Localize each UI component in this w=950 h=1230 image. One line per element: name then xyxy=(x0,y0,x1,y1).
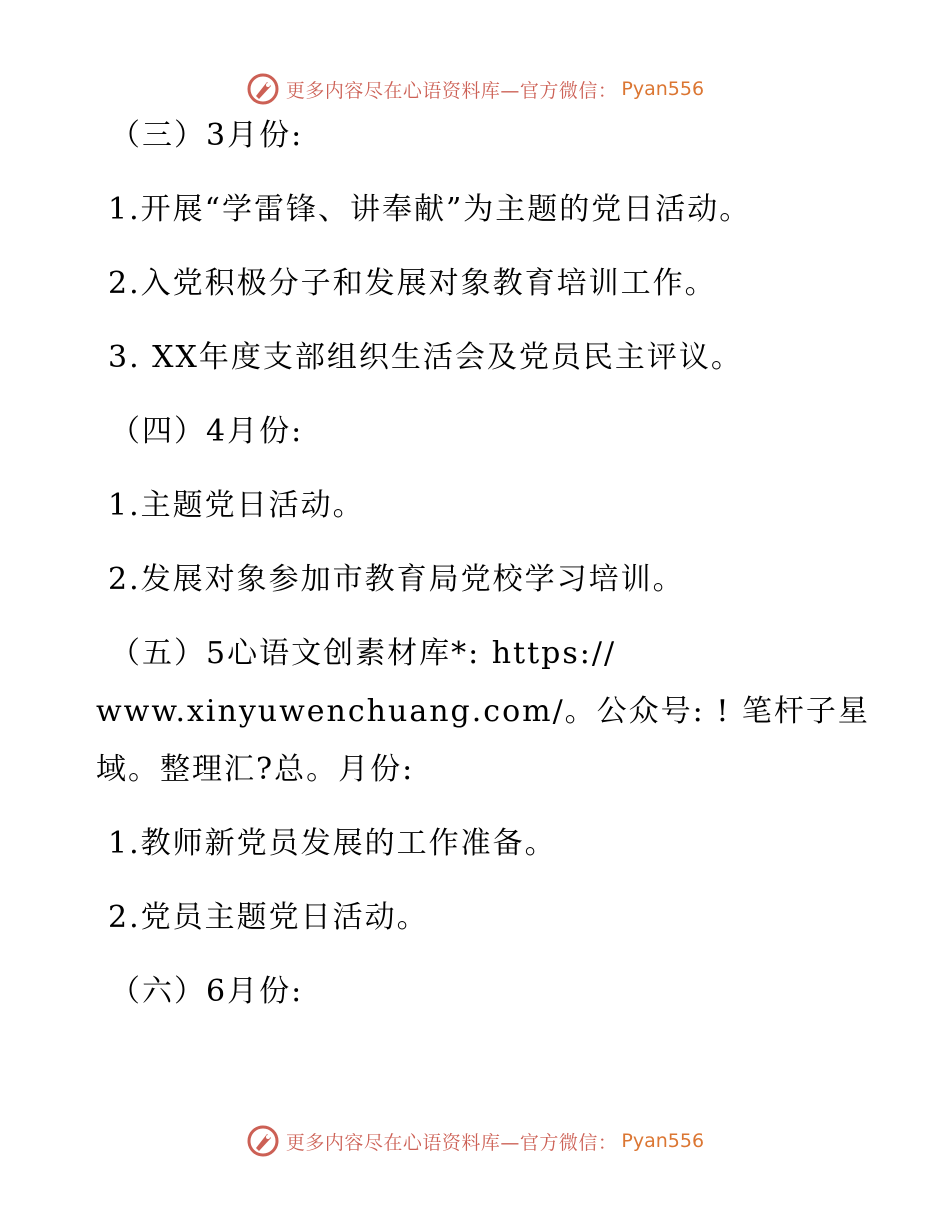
document-body xyxy=(96,118,870,1048)
section-heading-may: （五）5心语文创素材库*: https:// xyxy=(110,636,617,671)
watermark-text: 更多内容尽在心语资料库—官方微信： xyxy=(285,79,618,102)
pen-nib-circle-icon xyxy=(246,72,280,106)
list-item: 2.发展对象参加市教育局党校学习培训。 xyxy=(108,562,685,597)
watermark-text: 更多内容尽在心语资料库—官方微信： xyxy=(285,1131,618,1154)
section-heading-june: （六）6月份: xyxy=(110,974,304,1009)
list-item: 1.教师新党员发展的工作准备。 xyxy=(108,826,557,861)
list-item: 1.开展“学雷锋、讲奉献”为主题的党日活动。 xyxy=(108,192,752,227)
watermark-handle: Pyan556 xyxy=(621,78,705,100)
watermark-handle: Pyan556 xyxy=(621,1130,705,1152)
section-heading-april: （四）4月份: xyxy=(110,414,304,449)
list-item: 2.入党积极分子和发展对象教育培训工作。 xyxy=(108,266,717,301)
pen-nib-circle-icon xyxy=(246,1124,280,1158)
section-heading-march: （三）3月份: xyxy=(110,118,304,153)
section-heading-may-end: 域。整理汇?总。月份: xyxy=(96,752,415,787)
list-item: 1.主题党日活动。 xyxy=(108,488,365,523)
list-item: 3. XX年度支部组织生活会及党员民主评议。 xyxy=(108,340,743,375)
header-watermark xyxy=(0,72,950,106)
list-item: 2.党员主题党日活动。 xyxy=(108,900,429,935)
section-heading-may-continued: www.xinyuwenchuang.com/。公众号: ! 笔杆子星 xyxy=(96,694,870,729)
footer-watermark xyxy=(0,1124,950,1158)
